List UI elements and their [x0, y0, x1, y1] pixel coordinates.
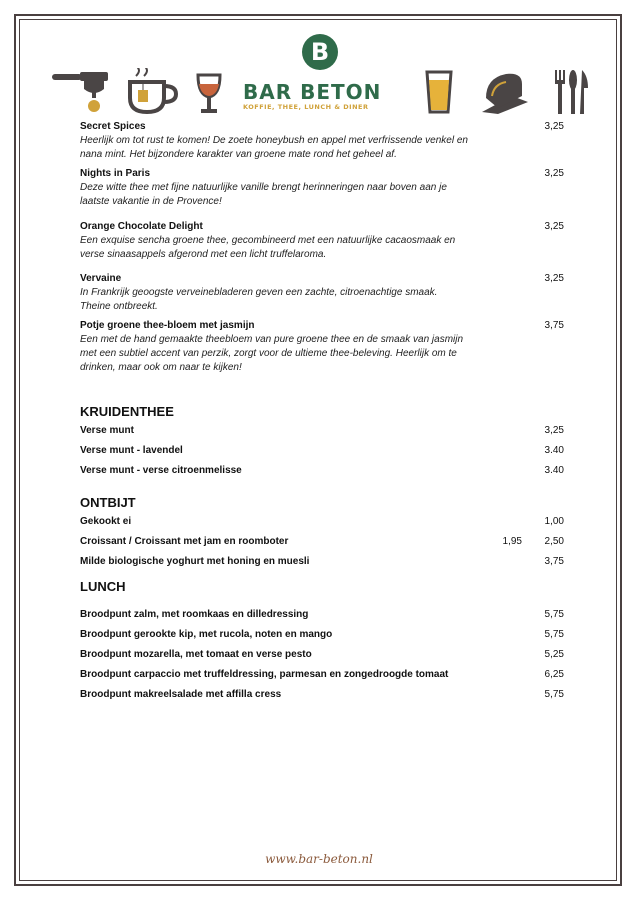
item-price: 1,00 — [544, 516, 564, 527]
header — [0, 28, 638, 118]
cutlery-icon — [552, 68, 592, 116]
item-name: Broodpunt mozarella, met tomaat en verse pesto — [80, 649, 312, 660]
item-name: Gekookt ei — [80, 516, 132, 527]
brand-tagline: KOFFIE, THEE, LUNCH & DINER — [243, 103, 369, 111]
item-name: Verse munt - verse citroenmelisse — [80, 465, 242, 476]
item-price: 3.40 — [544, 445, 564, 456]
item-price: 3,25 — [544, 168, 564, 179]
menu-item — [80, 668, 564, 682]
item-description: In Frankrijk geoogste verveinebladeren geven een zachte, citroenachtige smaak. Theine ontbreekt. — [80, 287, 438, 312]
item-price: 3,25 — [544, 425, 564, 436]
item-name: Verse munt — [80, 425, 134, 436]
wine-glass-icon — [195, 72, 223, 118]
item-price: 3,75 — [544, 556, 564, 567]
menu-item — [80, 220, 564, 262]
menu-item — [80, 535, 564, 549]
menu — [80, 118, 564, 702]
item-name: Broodpunt gerookte kip, met rucola, noten en mango — [80, 629, 333, 640]
item-name: Croissant / Croissant met jam en roomboter — [80, 536, 289, 547]
item-name: Broodpunt carpaccio met truffeldressing, parmesan en zongedroogde tomaat — [80, 669, 449, 680]
item-name: Vervaine — [80, 273, 122, 284]
menu-item — [80, 688, 564, 702]
item-price: 5,75 — [544, 609, 564, 620]
item-name: Orange Chocolate Delight — [80, 221, 203, 232]
item-name: Secret Spices — [80, 121, 146, 132]
item-description: Een exquise sencha groene thee, gecombineerd met een natuurlijke cacaosmaak en verse sinaasappels afgerond met een licht truffelaroma. — [80, 235, 456, 260]
item-price: 6,25 — [544, 669, 564, 680]
bread-board-icon — [478, 68, 532, 114]
item-price: 3,75 — [544, 320, 564, 331]
section-title-kruidenthee: KRUIDENTHEE — [80, 404, 174, 419]
item-name: Nights in Paris — [80, 168, 151, 179]
item-name: Broodpunt makreelsalade met affilla cress — [80, 689, 282, 700]
item-price: 2,50 — [544, 536, 564, 547]
portafilter-icon — [50, 68, 110, 114]
menu-item — [80, 464, 564, 478]
item-price: 5,25 — [544, 649, 564, 660]
section-title-lunch: LUNCH — [80, 579, 126, 594]
item-description: Een met de hand gemaakte theebloem van pure groene thee en de smaak van jasmijn met een subtiel accent van perzik, zorgt voor de ultieme thee-beleving. Heerlijk om te drinken, maar ook om naar te kijken! — [80, 334, 464, 373]
menu-item — [80, 444, 564, 458]
menu-item — [80, 608, 564, 622]
item-description: Heerlijk om tot rust te komen! De zoete honeybush en appel met verfrissende venkel en nana mint. Het bijzondere karakter van groene mate rond het geheel af. — [80, 135, 468, 160]
item-price: 3,25 — [544, 121, 564, 132]
item-name: Broodpunt zalm, met roomkaas en dilledressing — [80, 609, 309, 620]
item-price-small: 1,95 — [502, 536, 522, 547]
menu-item — [80, 648, 564, 662]
menu-item — [80, 424, 564, 438]
menu-item — [80, 628, 564, 642]
menu-item — [80, 515, 564, 529]
item-price: 3,25 — [544, 221, 564, 232]
menu-item — [80, 272, 564, 314]
item-price: 3,25 — [544, 273, 564, 284]
item-name: Potje groene thee-bloem met jasmijn — [80, 320, 255, 331]
logo-badge: B — [302, 34, 338, 70]
menu-item — [80, 167, 564, 209]
beer-glass-icon — [424, 70, 454, 114]
menu-item — [80, 120, 564, 162]
item-name: Milde biologische yoghurt met honing en muesli — [80, 556, 310, 567]
menu-item — [80, 555, 564, 569]
item-description: Deze witte thee met fijne natuurlijke vanille brengt herinneringen naar boven aan je laatste vakantie in de Provence! — [80, 182, 447, 207]
item-price: 5,75 — [544, 629, 564, 640]
menu-item — [80, 319, 564, 375]
website-link[interactable]: www.bar-beton.nl — [265, 852, 373, 866]
section-title-ontbijt: ONTBIJT — [80, 495, 136, 510]
item-name: Verse munt - lavendel — [80, 445, 183, 456]
item-price: 3.40 — [544, 465, 564, 476]
tea-cup-icon — [124, 68, 180, 116]
brand-name: BAR BETON — [243, 80, 382, 104]
item-price: 5,75 — [544, 689, 564, 700]
